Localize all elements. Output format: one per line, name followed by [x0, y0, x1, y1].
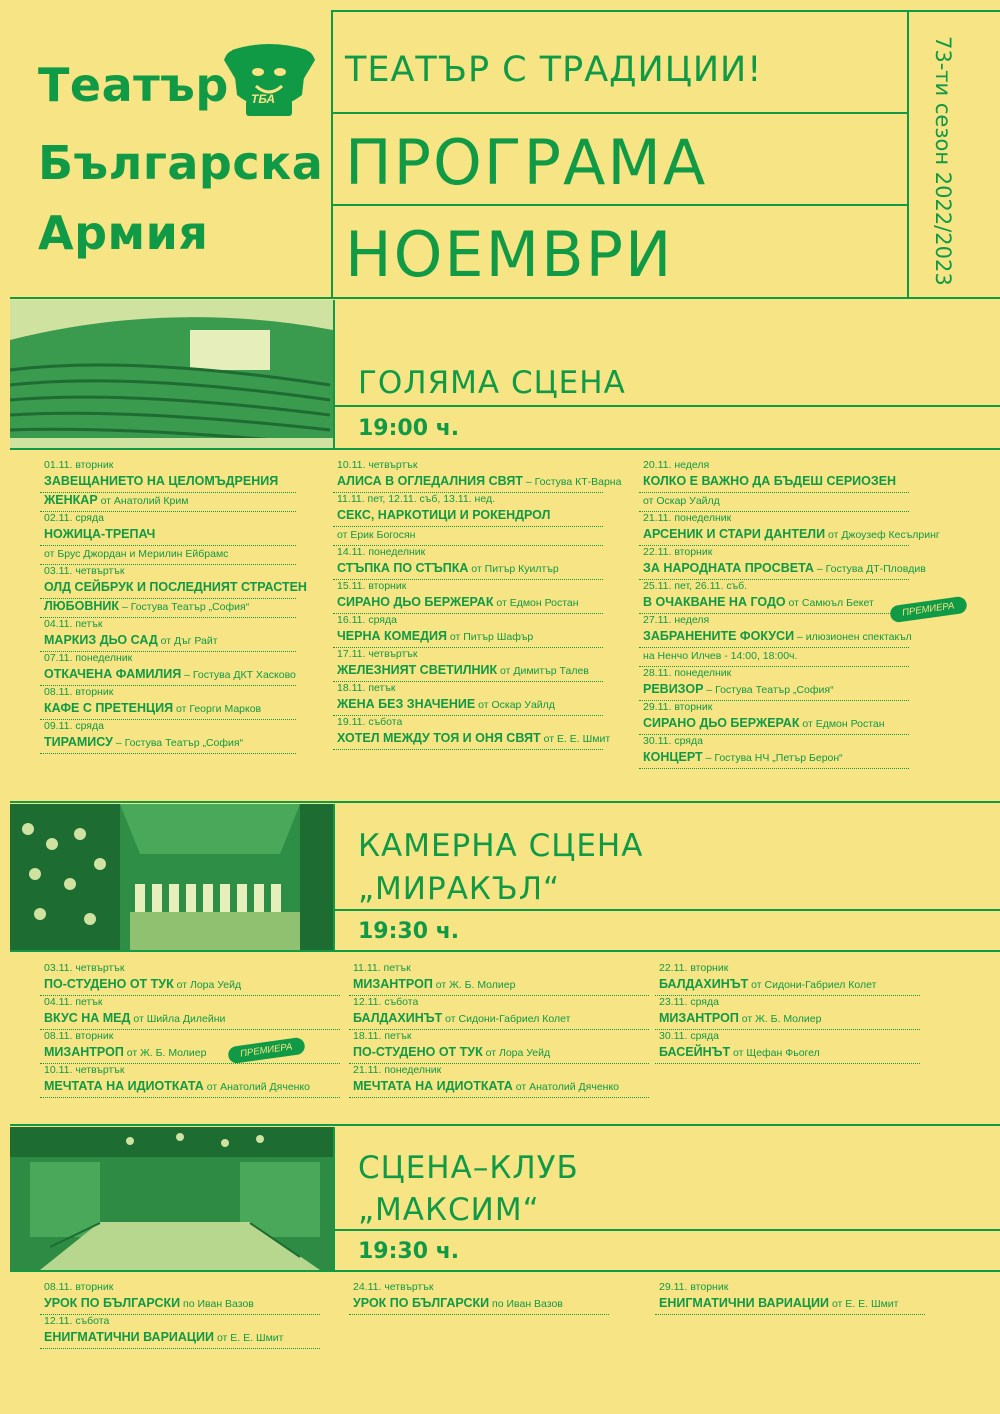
schedule-entry — [655, 962, 920, 996]
schedule-entry — [639, 459, 909, 512]
play-author: – илюзионен спектакъл — [794, 631, 912, 643]
play-title: В ОЧАКВАНЕ НА ГОДО — [643, 595, 786, 609]
play-title: БАСЕЙНЪТ — [659, 1045, 731, 1059]
premiere-badge-chamber: ПРЕМИЕРА — [227, 1037, 305, 1064]
entry-line — [655, 1011, 920, 1030]
schedule-entry — [349, 996, 649, 1030]
play-author: от Джоузеф Кесълринг — [825, 529, 940, 541]
entry-date: 09.11. сряда — [44, 720, 104, 732]
play-author: – Гостува ДКТ Хасково — [181, 669, 296, 681]
entry-line — [639, 629, 912, 648]
play-author: от Ж. Б. Молиер — [738, 1013, 822, 1025]
schedule-entry — [639, 580, 909, 614]
play-title: СИРАНО ДЬО БЕРЖЕРАК — [643, 716, 800, 730]
entry-line — [349, 1045, 649, 1064]
entry-date: 11.11. петък — [353, 962, 411, 974]
entry-line — [40, 735, 296, 754]
schedule-entry — [40, 512, 296, 565]
schedule-entry — [639, 546, 926, 580]
entry-line — [349, 1079, 649, 1098]
schedule-entry — [40, 459, 296, 512]
schedule-entry — [333, 716, 611, 750]
play-title: МАРКИЗ ДЬО САД — [44, 633, 158, 647]
play-title: НОЖИЦА-ТРЕПАЧ — [44, 527, 156, 541]
chamber-stage-column-3 — [655, 962, 920, 1064]
entry-line — [349, 1296, 609, 1315]
schedule-entry — [40, 962, 340, 996]
entry-date: 08.11. вторник — [44, 1281, 114, 1293]
entry-line — [655, 977, 920, 996]
logo-line-1: Театър — [38, 58, 229, 112]
play-title: ЧЕРНА КОМЕДИЯ — [337, 629, 447, 643]
entry-date: 02.11. сряда — [44, 512, 104, 524]
entry-line — [40, 667, 296, 686]
entry-line — [639, 561, 926, 580]
entry-line — [639, 682, 909, 701]
entry-date: 21.11. понеделник — [643, 512, 732, 524]
play-author: – Гостува КТ-Варна — [522, 476, 622, 488]
entry-date: 08.11. вторник — [44, 1030, 114, 1042]
play-author: от Ерик Богосян — [337, 529, 416, 541]
entry-line — [639, 750, 909, 769]
entry-line — [40, 1296, 320, 1315]
schedule-entry — [655, 1030, 920, 1064]
club-stage-column-1 — [40, 1281, 320, 1349]
entry-date: 04.11. петък — [44, 996, 103, 1008]
schedule-entry — [40, 686, 296, 720]
schedule-entry — [333, 546, 603, 580]
entry-date: 07.11. понеделник — [44, 652, 133, 664]
entry-date: 27.11. неделя — [643, 614, 710, 626]
play-author: от Самюъл Бекет — [785, 597, 874, 609]
entry-date: 12.11. събота — [44, 1315, 110, 1327]
entry-date: 16.11. сряда — [337, 614, 397, 626]
entry-line — [333, 697, 603, 716]
play-title: УРОК ПО БЪЛГАРСКИ — [44, 1296, 181, 1310]
club-stage-column-3 — [655, 1281, 925, 1315]
play-title: ОЛД СЕЙБРУК И ПОСЛЕДНИЯТ СТРАСТЕН — [44, 580, 307, 594]
entry-line — [655, 1045, 920, 1064]
play-title: СИРАНО ДЬО БЕРЖЕРАК — [337, 595, 494, 609]
play-author: – Гостува Театър „София“ — [119, 601, 250, 613]
program-title: ПРОГРАМА — [345, 126, 708, 199]
schedule-entry — [655, 996, 920, 1030]
entry-line — [333, 629, 603, 648]
entry-date: 01.11. вторник — [44, 459, 114, 471]
play-author: от Е. Е. Шмит — [540, 733, 611, 745]
entry-date: 30.11. сряда — [643, 735, 703, 747]
play-title: ЕНИГМАТИЧНИ ВАРИАЦИИ — [44, 1330, 215, 1344]
stage-name-chamber-1: КАМЕРНА СЦЕНА — [358, 828, 644, 864]
season-label: 73-ти сезон 2022/2023 — [931, 36, 955, 286]
play-author: от Оскар Уайлд — [475, 699, 555, 711]
play-title: ПО-СТУДЕНО ОТ ТУК — [44, 977, 174, 991]
entry-date: 28.11. понеделник — [643, 667, 732, 679]
play-author: от Сидони-Габриел Колет — [442, 1013, 571, 1025]
entry-date: 29.11. вторник — [659, 1281, 729, 1293]
entry-date: 04.11. петък — [44, 618, 103, 630]
play-title: ВКУС НА МЕД — [44, 1011, 131, 1025]
entry-line — [349, 977, 649, 996]
entry-date: 03.11. четвъртък — [44, 962, 125, 974]
club-stage-column-2 — [349, 1281, 609, 1315]
stage-time-main: 19:00 ч. — [358, 416, 460, 441]
play-title: ЕНИГМАТИЧНИ ВАРИАЦИИ — [659, 1296, 830, 1310]
entry-line — [333, 595, 603, 614]
play-title: МИЗАНТРОП — [353, 977, 433, 991]
entry-line — [40, 599, 296, 618]
play-title: МИЗАНТРОП — [44, 1045, 124, 1059]
schedule-entry — [333, 614, 603, 648]
play-title: ОТКАЧЕНА ФАМИЛИЯ — [44, 667, 182, 681]
schedule-entry — [349, 1030, 649, 1064]
play-author: по Иван Вазов — [180, 1298, 254, 1310]
entry-line — [40, 1330, 320, 1349]
entry-line — [333, 474, 622, 493]
schedule-entry — [333, 459, 622, 493]
entry-line — [333, 508, 603, 527]
play-author: по Иван Вазов — [489, 1298, 563, 1310]
play-title: КОНЦЕРТ — [643, 750, 703, 764]
entry-date: 12.11. събота — [353, 996, 419, 1008]
schedule-entry — [349, 1064, 649, 1098]
play-title: БАЛДАХИНЪТ — [353, 1011, 443, 1025]
schedule-entry — [333, 493, 603, 546]
schedule-entry — [40, 996, 340, 1030]
play-author: от Е. Е. Шмит — [214, 1332, 284, 1344]
schedule-entry — [349, 962, 649, 996]
entry-line — [333, 527, 603, 546]
play-title: ХОТЕЛ МЕЖДУ ТОЯ И ОНЯ СВЯТ — [337, 731, 541, 745]
play-author: – Гостува НЧ „Петър Берон“ — [702, 752, 843, 764]
schedule-entry — [40, 565, 307, 618]
entry-line — [40, 1079, 340, 1098]
play-author: от Питър Шафър — [446, 631, 534, 643]
entry-date: 24.11. четвъртък — [353, 1281, 434, 1293]
play-author: от Димитър Талев — [497, 665, 589, 677]
play-author: от Щефан Фьогел — [730, 1047, 820, 1059]
play-title: МИЗАНТРОП — [659, 1011, 739, 1025]
chamber-stage-photo — [10, 804, 333, 950]
play-title: ЗА НАРОДНАТА ПРОСВЕТА — [643, 561, 814, 575]
schedule-entry — [40, 1281, 320, 1315]
entry-line — [639, 595, 909, 614]
play-author: – Гостува Театър „София“ — [703, 684, 834, 696]
stage-name-chamber-2: „МИРАКЪЛ“ — [358, 871, 561, 907]
play-author: от Анатолий Крим — [97, 495, 189, 507]
play-title: ЛЮБОВНИК — [44, 599, 120, 613]
theatre-masks-emblem-icon — [222, 40, 317, 122]
play-title: ЗАВЕЩАНИЕТО НА ЦЕЛОМЪДРЕНИЯ — [44, 474, 279, 488]
play-author: от Ж. Б. Молиер — [432, 979, 516, 991]
play-author: от Анатолий Дяченко — [203, 1081, 311, 1093]
schedule-entry — [639, 667, 909, 701]
main-stage-photo — [10, 300, 333, 448]
month-title: НОЕМВРИ — [345, 218, 674, 291]
entry-line — [639, 527, 940, 546]
play-title: ЖЕНА БЕЗ ЗНАЧЕНИЕ — [337, 697, 476, 711]
play-title: КОЛКО Е ВАЖНО ДА БЪДЕШ СЕРИОЗЕН — [643, 474, 897, 488]
play-title: СТЪПКА ПО СТЪПКА — [337, 561, 469, 575]
schedule-entry — [639, 735, 909, 769]
stage-name-club-1: СЦЕНА–КЛУБ — [358, 1150, 579, 1186]
main-stage-column-1 — [40, 459, 307, 754]
entry-date: 14.11. понеделник — [337, 546, 426, 558]
entry-line — [655, 1296, 925, 1315]
stage-name-club-2: „МАКСИМ“ — [358, 1192, 540, 1228]
entry-date: 19.11. събота — [337, 716, 403, 728]
entry-date: 15.11. вторник — [337, 580, 407, 592]
play-title: ЖЕЛЕЗНИЯТ СВЕТИЛНИК — [337, 663, 498, 677]
play-title: КАФЕ С ПРЕТЕНЦИЯ — [44, 701, 174, 715]
entry-date: 21.11. понеделник — [353, 1064, 442, 1076]
entry-line — [40, 977, 340, 996]
stage-time-chamber: 19:30 ч. — [358, 919, 460, 944]
entry-line — [40, 701, 296, 720]
entry-date: 17.11. четвъртък — [337, 648, 418, 660]
schedule-entry — [40, 1064, 340, 1098]
entry-date: 30.11. сряда — [659, 1030, 719, 1042]
tagline: ТЕАТЪР С ТРАДИЦИИ! — [345, 50, 763, 90]
entry-date: 18.11. петък — [337, 682, 396, 694]
entry-line — [40, 493, 296, 512]
stage-time-club: 19:30 ч. — [358, 1239, 460, 1264]
play-author: от Сидони-Габриел Колет — [748, 979, 877, 991]
play-author: от Едмон Ростан — [493, 597, 579, 609]
play-author: от Питър Куилтър — [468, 563, 559, 575]
schedule-entry — [40, 652, 296, 686]
entry-date: 20.11. неделя — [643, 459, 710, 471]
entry-line — [639, 493, 909, 512]
entry-line — [333, 731, 611, 750]
entry-line — [639, 716, 909, 735]
entry-date: 25.11. пет, 26.11. съб. — [643, 580, 748, 592]
schedule-entry — [349, 1281, 609, 1315]
play-author: от Лора Уейд — [482, 1047, 551, 1059]
entry-line — [333, 663, 603, 682]
schedule-entry — [333, 580, 603, 614]
chamber-stage-column-1 — [40, 962, 340, 1098]
entry-date: 22.11. вторник — [643, 546, 713, 558]
schedule-entry — [40, 618, 296, 652]
entry-line — [639, 648, 909, 667]
stage-name-main: ГОЛЯМА СЦЕНА — [358, 365, 626, 401]
entry-line — [333, 561, 603, 580]
play-title: ЖЕНКАР — [44, 493, 98, 507]
entry-line — [40, 527, 296, 546]
logo-line-3: Армия — [38, 206, 209, 260]
play-title: УРОК ПО БЪЛГАРСКИ — [353, 1296, 490, 1310]
entry-date: 18.11. петък — [353, 1030, 412, 1042]
entry-date: 10.11. четвъртък — [44, 1064, 125, 1076]
entry-line — [40, 546, 296, 565]
entry-line — [40, 474, 296, 493]
emblem-label: ТБА — [251, 92, 276, 106]
play-author: от Георги Марков — [173, 703, 262, 715]
play-title: РЕВИЗОР — [643, 682, 704, 696]
entry-date: 11.11. пет, 12.11. съб, 13.11. нед. — [337, 493, 495, 505]
play-author: от Ж. Б. Молиер — [123, 1047, 207, 1059]
play-author: от Шийла Дилейни — [130, 1013, 226, 1025]
schedule-entry — [40, 1315, 320, 1349]
play-author: от Едмон Ростан — [799, 718, 885, 730]
entry-date: 10.11. четвъртък — [337, 459, 418, 471]
entry-date: 08.11. вторник — [44, 686, 114, 698]
play-title: АРСЕНИК И СТАРИ ДАНТЕЛИ — [643, 527, 826, 541]
play-title: ТИРАМИСУ — [44, 735, 113, 749]
play-title: МЕЧТАТА НА ИДИОТКАТА — [353, 1079, 513, 1093]
schedule-entry — [333, 682, 603, 716]
entry-date: 22.11. вторник — [659, 962, 729, 974]
play-title: БАЛДАХИНЪТ — [659, 977, 749, 991]
schedule-entry — [639, 512, 940, 546]
entry-date: 23.11. сряда — [659, 996, 719, 1008]
entry-date: 29.11. вторник — [643, 701, 713, 713]
play-title: АЛИСА В ОГЛЕДАЛНИЯ СВЯТ — [337, 474, 523, 488]
entry-line — [40, 1011, 340, 1030]
play-title: МЕЧТАТА НА ИДИОТКАТА — [44, 1079, 204, 1093]
play-author: – Гостува Театър „София“ — [112, 737, 244, 749]
play-author: от Лора Уейд — [173, 979, 242, 991]
play-author: от Брус Джордан и Мерилин Ейбрамс — [44, 548, 229, 560]
schedule-entry — [655, 1281, 925, 1315]
play-title: СЕКС, НАРКОТИЦИ И РОКЕНДРОЛ — [337, 508, 551, 522]
main-stage-column-2 — [333, 459, 622, 750]
entry-line — [639, 474, 909, 493]
schedule-entry — [333, 648, 603, 682]
play-author: от Дъг Райт — [157, 635, 218, 647]
play-author: на Ненчо Илчев - 14:00, 18:00ч. — [643, 650, 798, 662]
logo-line-2: Българска — [38, 136, 324, 190]
premiere-badge: ПРЕМИЕРА — [889, 596, 967, 623]
play-title: ПО-СТУДЕНО ОТ ТУК — [353, 1045, 483, 1059]
schedule-entry — [40, 720, 296, 754]
play-author: от Е. Е. Шмит — [829, 1298, 899, 1310]
entry-line — [349, 1011, 649, 1030]
entry-line — [40, 633, 296, 652]
play-author: от Анатолий Дяченко — [512, 1081, 620, 1093]
chamber-stage-column-2 — [349, 962, 649, 1098]
entry-line — [40, 580, 307, 599]
play-author: от Оскар Уайлд — [643, 495, 720, 507]
schedule-entry — [639, 614, 912, 667]
entry-date: 03.11. четвъртък — [44, 565, 125, 577]
schedule-entry — [639, 701, 909, 735]
club-stage-photo — [10, 1127, 333, 1270]
play-author: – Гостува ДТ-Пловдив — [813, 563, 926, 575]
play-title: ЗАБРАНЕНИТЕ ФОКУСИ — [643, 629, 795, 643]
